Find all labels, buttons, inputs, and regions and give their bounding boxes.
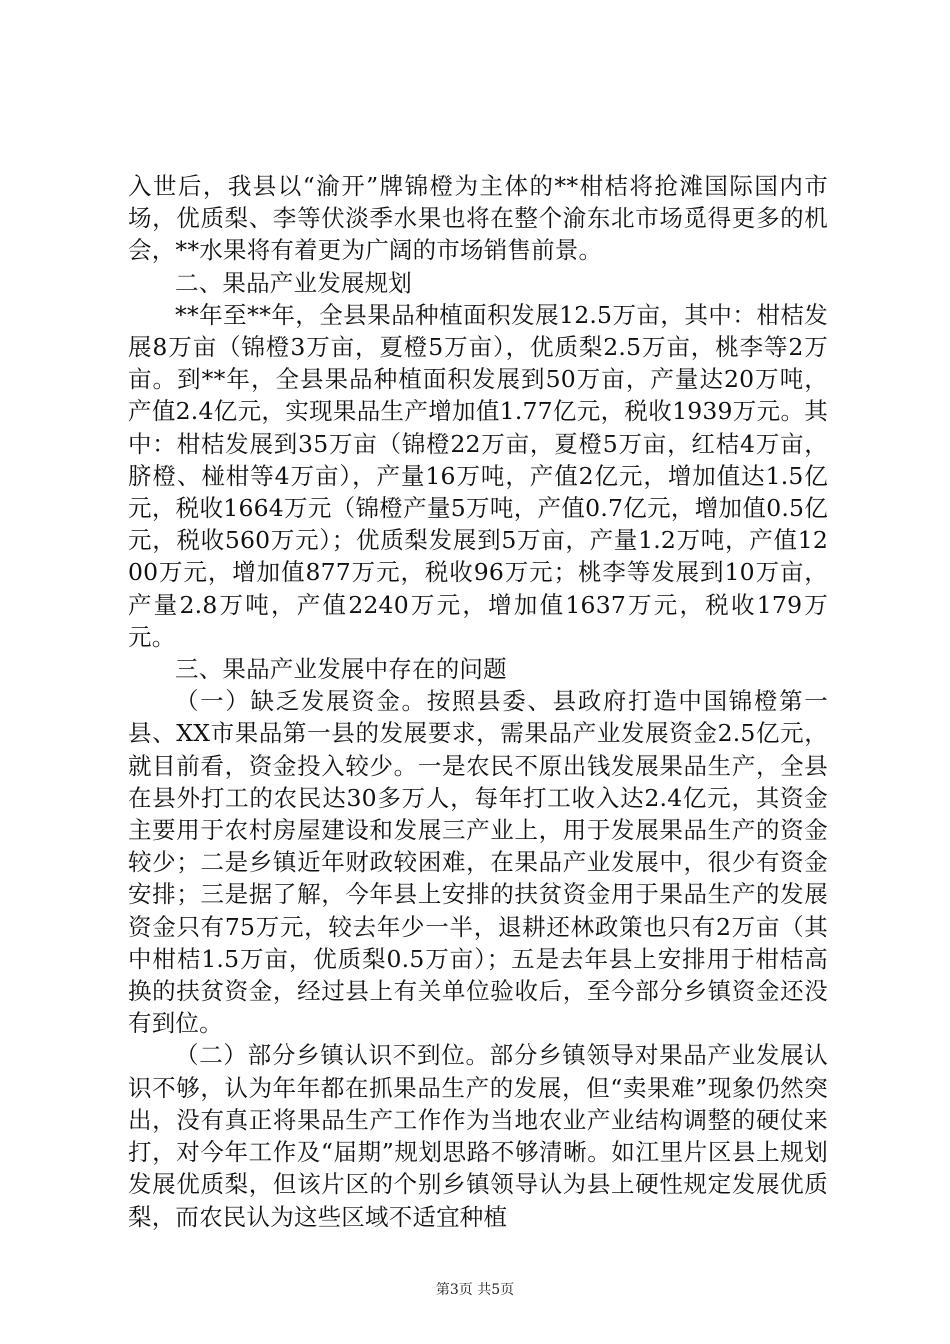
paragraph-problem-awareness: （二）部分乡镇认识不到位。部分乡镇领导对果品产业发展认识不够，认为年年都在抓果品生产的发展，但“卖果难”现象仍然突出，没有真正将果品生产工作作为当地农业产业结构调整的硬仗来打，对今年工作及“届期”规划思路不够清晰。如江里片区县上规划发展优质梨，但该片区的个别乡镇领导认为县上硬性规定发展优质梨，而农民认为这些区域不适宜种植 bbox=[128, 1041, 828, 1231]
page-number-indicator: 第3页 共5页 bbox=[435, 1282, 515, 1298]
paragraph-intro-continuation: 入世后，我县以“渝开”牌锦橙为主体的**柑桔将抢滩国际国内市场，优质梨、李等伏淡季水果也将在整个渝东北市场觅得更多的机会，**水果将有着更为广阔的市场销售前景。 bbox=[128, 172, 828, 265]
document-body bbox=[128, 170, 828, 1233]
paragraph-development-plan: **年至**年，全县果品种植面积发展12.5万亩，其中：柑桔发展8万亩（锦橙3万亩，夏橙5万亩），优质梨2.5万亩，桃李等2万亩。到**年，全县果品种植面积发展到50万亩，产量达20万吨，产值2.4亿元，实现果品生产增加值1.77亿元，税收1939万元。其中：柑桔发展到35万亩（锦橙22万亩，夏橙5万亩，红桔4万亩，脐橙、椪柑等4万亩），产量16万吨，产值2亿元，增加值达1.5亿元，税收1664万元（锦橙产量5万吨，产值0.7亿元，增加值0.5亿元，税收560万元）；优质梨发展到5万亩，产量1.2万吨，产值1200万元，增加值877万元，税收96万元；桃李等发展到10万亩，产量2.8万吨，产值2240万元，增加值1637万元，税收179万元。 bbox=[128, 300, 828, 651]
paragraph-problem-funding: （一）缺乏发展资金。按照县委、县政府打造中国锦橙第一县、XX市果品第一县的发展要求，需果品产业发展资金2.5亿元，就目前看，资金投入较少。一是农民不原出钱发展果品生产，全县在县外打工的农民达30多万人，每年打工收入达2.4亿元，其资金主要用于农村房屋建设和发展三产业上，用于发展果品生产的资金较少；二是乡镇近年财政较困难，在果品产业发展中，很少有资金安排；三是据了解，今年县上安排的扶贫资金用于果品生产的发展资金只有75万元，较去年少一半，退耕还林政策也只有2万亩（其中柑桔1.5万亩，优质梨0.5万亩）；五是去年县上安排用于柑桔高换的扶贫资金，经过县上有关单位验收后，至今部分乡镇资金还没有到位。 bbox=[128, 687, 828, 1038]
page-footer bbox=[0, 1281, 950, 1299]
section-heading-development-plan: 二、果品产业发展规划 bbox=[175, 268, 412, 297]
section-heading-existing-problems: 三、果品产业发展中存在的问题 bbox=[175, 655, 507, 684]
